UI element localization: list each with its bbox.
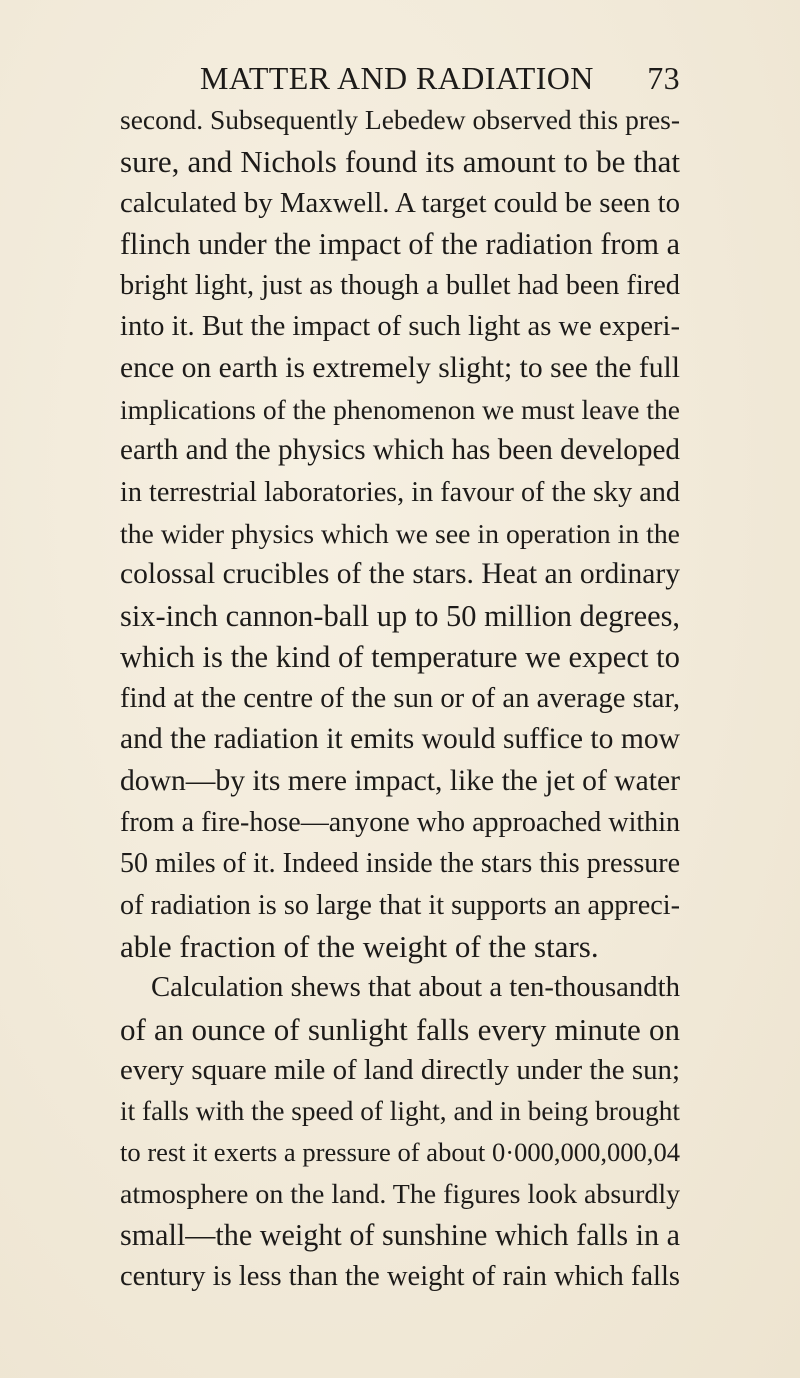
text-line: calculated by Maxwell. A target could be seen to xyxy=(120,186,680,219)
running-head xyxy=(120,58,680,98)
text-line: atmosphere on the land. The figures look absurdly xyxy=(120,1178,680,1210)
running-title: MATTER AND RADIATION xyxy=(200,60,594,96)
text-line: every square mile of land directly under the sun; xyxy=(120,1053,680,1086)
text-line: from a fire-hose—anyone who approached within xyxy=(120,807,680,839)
text-line: of radiation is so large that it supports an appreci- xyxy=(120,889,680,921)
text-line: 50 miles of it. Indeed inside the stars this pressure xyxy=(120,848,680,880)
text-line: implications of the phenomenon we must leave the xyxy=(120,394,680,426)
text-line-paragraph-end: able fraction of the weight of the stars. xyxy=(120,928,599,964)
text-line: in terrestrial laboratories, in favour of the sky and xyxy=(120,476,680,508)
text-line: century is less than the weight of rain which falls xyxy=(120,1261,680,1293)
text-line: colossal crucibles of the stars. Heat an ordinary xyxy=(120,558,680,591)
text-line: sure, and Nichols found its amount to be that xyxy=(120,144,680,180)
page-number: 73 xyxy=(647,60,680,96)
text-line: find at the centre of the sun or of an average star, xyxy=(120,682,680,715)
text-line: six-inch cannon-ball up to 50 million degrees, xyxy=(120,598,680,633)
text-line: down—by its mere impact, like the jet of water xyxy=(120,764,680,797)
text-line: into it. But the impact of such light as we experi- xyxy=(120,311,680,343)
body-text xyxy=(120,100,680,1298)
text-line: second. Subsequently Lebedew observed this pres- xyxy=(120,105,680,135)
text-line-paragraph-start: Calculation shews that about a ten-thousandth xyxy=(151,971,680,1004)
text-line: flinch under the impact of the radiation from a xyxy=(120,226,680,261)
text-line: bright light, just as though a bullet had been fired xyxy=(120,270,680,302)
text-line: of an ounce of sunlight falls every minute on xyxy=(120,1011,680,1047)
text-line: to rest it exerts a pressure of about 0·000,000,000,04 xyxy=(120,1137,680,1168)
text-line: and the radiation it emits would suffice to mow xyxy=(120,723,680,756)
text-line: it falls with the speed of light, and in being brought xyxy=(120,1096,680,1127)
text-line: small—the weight of sunshine which falls in a xyxy=(120,1218,680,1253)
text-line: earth and the physics which has been developed xyxy=(120,434,680,467)
text-line: ence on earth is extremely slight; to see the full xyxy=(120,351,680,384)
text-line: which is the kind of temperature we expect to xyxy=(120,639,680,674)
text-line: the wider physics which we see in operation in the xyxy=(120,517,680,549)
